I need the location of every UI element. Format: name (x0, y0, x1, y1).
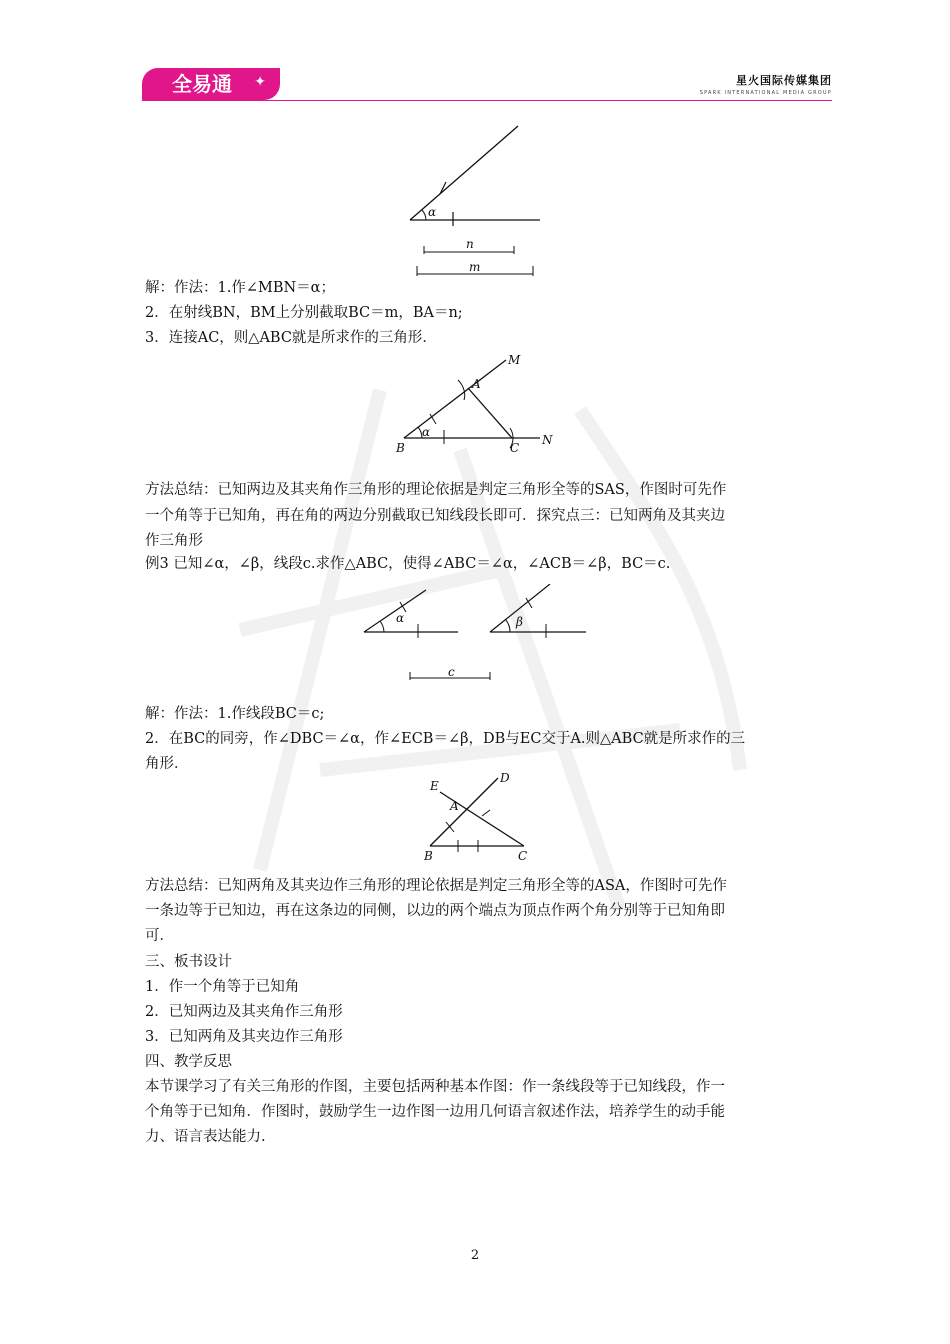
label-A: A (450, 799, 459, 813)
label-alpha: α (428, 205, 437, 219)
angle-arc (380, 621, 384, 632)
label-c: c (448, 665, 455, 679)
figure-angle-and-segments (400, 120, 550, 280)
solution2-step1: 解：作法：1.作线段BC＝c; (145, 706, 325, 722)
solution1-step2: 2．在射线BN，BM上分别截取BC＝m，BA＝n; (145, 305, 463, 321)
label-N: N (542, 433, 553, 447)
reflection-line2: 个角等于已知角．作图时，鼓励学生一边作图一边用几何语言叙述作法，培养学生的动手能 (145, 1104, 725, 1120)
label-E: E (430, 779, 439, 793)
summary1-line3: 作三角形 (145, 533, 203, 549)
solution1-step1: 解：作法：1.作∠MBN＝α； (145, 280, 335, 296)
logo-text: 全易通 (172, 72, 232, 96)
angle-arc (422, 210, 426, 220)
label-alpha: α (396, 611, 405, 625)
brand-name-en: SPARK INTERNATIONAL MEDIA GROUP (699, 90, 832, 96)
label-D: D (500, 771, 510, 785)
label-B: B (396, 441, 405, 455)
sparkle-icon: ✦ (254, 74, 266, 90)
label-B: B (424, 849, 433, 862)
tick-mark (482, 810, 490, 816)
board-heading: 三、板书设计 (145, 954, 232, 970)
solution1-step3: 3．连接AC，则△ABC就是所求作的三角形． (145, 330, 437, 346)
board-item-1: 1．作一个角等于已知角 (145, 979, 300, 995)
summary1-line2: 一个角等于已知角，再在角的两边分别截取已知线段长即可．探究点三：已知两角及其夹边 (145, 508, 725, 524)
angle-ray (410, 126, 518, 220)
summary2-line2: 一条边等于已知边，再在这条边的同侧，以边的两个端点为顶点作两个角分别等于已知角即 (145, 903, 725, 919)
label-A: A (472, 377, 481, 391)
construction-arc (458, 380, 465, 400)
label-C: C (518, 849, 528, 862)
board-item-2: 2．已知两边及其夹角作三角形 (145, 1004, 343, 1020)
reflection-heading: 四、教学反思 (145, 1054, 232, 1070)
reflection-line1: 本节课学习了有关三角形的作图，主要包括两种基本作图：作一条线段等于已知线段，作一 (145, 1079, 725, 1095)
arc-tick (440, 182, 446, 194)
example3-statement: 例3 已知∠α，∠β，线段c.求作△ABC，使得∠ABC＝∠α，∠ACB＝∠β，BC＝c. (145, 556, 671, 572)
label-n: n (466, 237, 474, 251)
figure-asa-triangle (420, 770, 540, 862)
board-item-3: 3．已知两角及其夹边作三角形 (145, 1029, 343, 1045)
summary1-line1: 方法总结：已知两边及其夹角作三角形的理论依据是判定三角形全等的SAS，作图时可先作 (145, 482, 727, 498)
summary2-line1: 方法总结：已知两角及其夹边作三角形的理论依据是判定三角形全等的ASA，作图时可先作 (145, 878, 727, 894)
figure-sas-triangle (392, 350, 562, 460)
brand-logo (142, 68, 280, 100)
label-M: M (508, 353, 521, 367)
segment-ac (468, 388, 512, 438)
label-m: m (469, 260, 481, 274)
page-number: 2 (470, 1248, 480, 1263)
ray-bm (404, 360, 506, 438)
alpha-ray (364, 590, 426, 632)
header-divider (142, 100, 832, 101)
figure-given-angles (360, 584, 590, 684)
solution2-step2: 2．在BC的同旁，作∠DBC＝∠α，作∠ECB＝∠β，DB与EC交于A.则△ABC就是所求作的三 (145, 731, 746, 747)
label-alpha: α (422, 425, 431, 439)
brand-name-cn: 星火国际传媒集团 (736, 74, 832, 87)
label-beta: β (516, 615, 523, 629)
summary2-line3: 可． (145, 928, 174, 944)
reflection-line3: 力、语言表达能力. (145, 1129, 266, 1145)
publisher-brand (700, 72, 832, 96)
solution2-step3: 角形． (145, 756, 189, 772)
angle-arc (506, 620, 510, 632)
label-C: C (510, 441, 520, 455)
